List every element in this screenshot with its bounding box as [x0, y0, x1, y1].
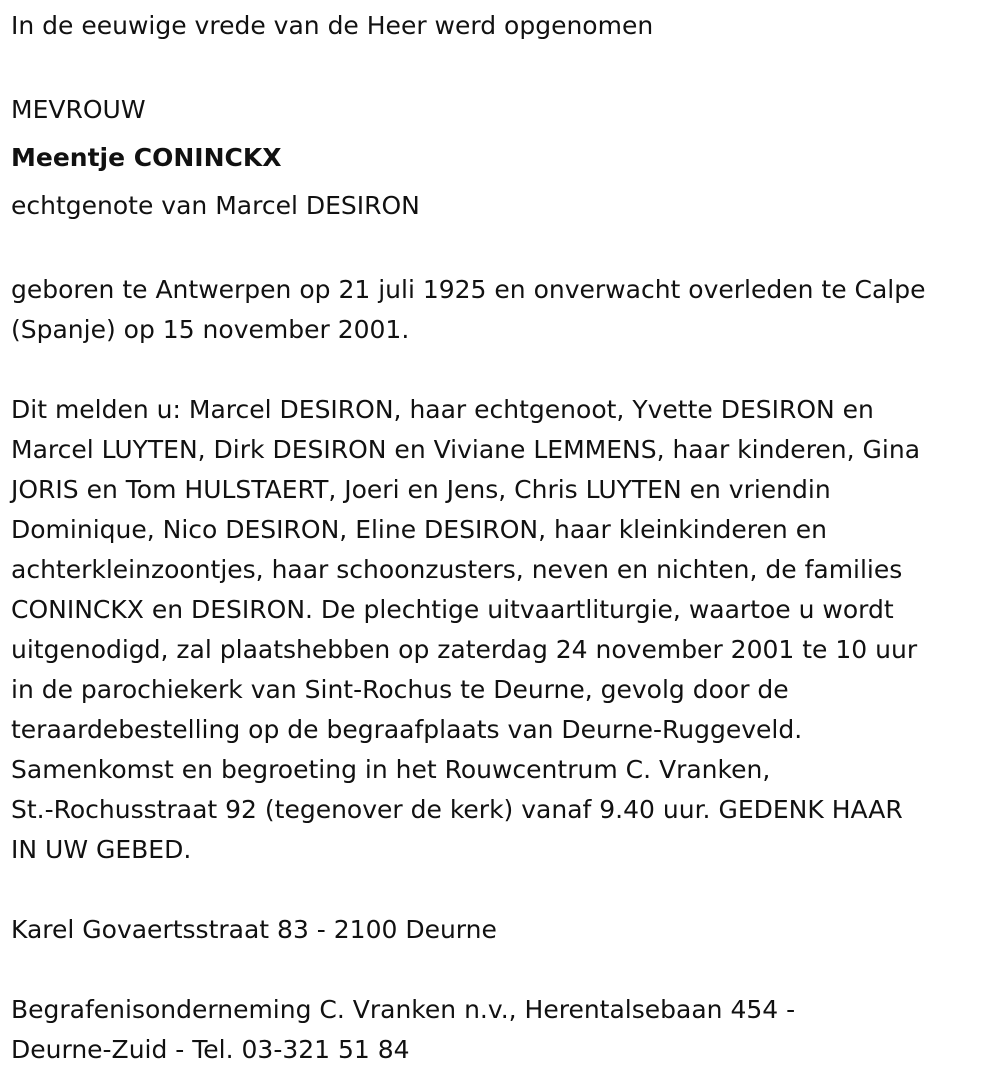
message-line: JORIS en Tom HULSTAERT, Joeri en Jens, Chris LUYTEN en vriendin: [11, 475, 831, 504]
message-line: Marcel LUYTEN, Dirk DESIRON en Viviane LEMMENS, haar kinderen, Gina: [11, 435, 921, 464]
birth-line: geboren te Antwerpen op 21 juli 1925 en onverwacht overleden te Calpe: [11, 275, 926, 304]
message-line: CONINCKX en DESIRON. De plechtige uitvaartliturgie, waartoe u wordt: [11, 595, 894, 624]
message-line: Dominique, Nico DESIRON, Eline DESIRON, haar kleinkinderen en: [11, 515, 827, 544]
message-line: Dit melden u: Marcel DESIRON, haar echtgenoot, Yvette DESIRON en: [11, 395, 874, 424]
message-line: St.-Rochusstraat 92 (tegenover de kerk) vanaf 9.40 uur. GEDENK HAAR: [11, 795, 903, 824]
funeral-home-line: Begrafenisonderneming C. Vranken n.v., Herentalsebaan 454 -: [11, 995, 796, 1024]
message-line: Samenkomst en begroeting in het Rouwcentrum C. Vranken,: [11, 755, 771, 784]
death-notice: [11, 0, 986, 1070]
message-line: achterkleinzoontjes, haar schoonzusters, neven en nichten, de families: [11, 555, 903, 584]
message-line: uitgenodigd, zal plaatshebben op zaterdag 24 november 2001 te 10 uur: [11, 635, 918, 664]
intro-line: In de eeuwige vrede van de Heer werd opgenomen: [11, 11, 654, 40]
spouse-line: echtgenote van Marcel DESIRON: [11, 191, 420, 220]
message-line: in de parochiekerk van Sint-Rochus te Deurne, gevolg door de: [11, 675, 789, 704]
honorific-title: MEVROUW: [11, 95, 146, 124]
birth-line: (Spanje) op 15 november 2001.: [11, 315, 410, 344]
deceased-name: Meentje CONINCKX: [11, 143, 282, 172]
family-address: Karel Govaertsstraat 83 - 2100 Deurne: [11, 915, 497, 944]
funeral-home-paragraph: [11, 990, 986, 1070]
family-message-paragraph: [11, 390, 986, 870]
birth-death-paragraph: [11, 270, 986, 350]
funeral-home-line: Deurne-Zuid - Tel. 03-321 51 84: [11, 1035, 410, 1064]
message-line: IN UW GEBED.: [11, 835, 192, 864]
message-line: teraardebestelling op de begraafplaats van Deurne-Ruggeveld.: [11, 715, 803, 744]
